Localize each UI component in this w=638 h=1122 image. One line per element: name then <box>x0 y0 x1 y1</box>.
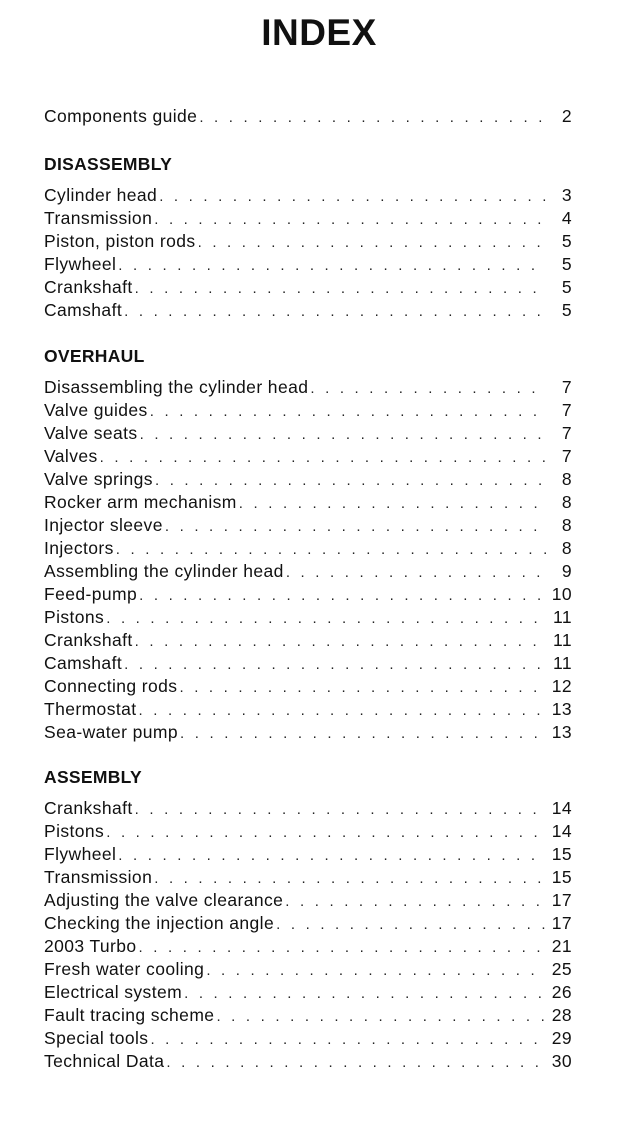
dot-leader <box>100 446 546 469</box>
toc-entry-page: 14 <box>551 798 572 818</box>
toc-entry[interactable] <box>44 1050 572 1073</box>
toc-entry[interactable] <box>44 606 572 629</box>
toc-entry-label: Technical Data <box>44 1051 165 1071</box>
dot-leader <box>150 1028 545 1051</box>
toc-entry-page: 11 <box>553 653 572 673</box>
toc-entry[interactable] <box>44 184 572 207</box>
toc-entry-page: 15 <box>551 867 572 887</box>
toc-entry-label: Transmission <box>44 208 153 228</box>
section-heading: DISASSEMBLY <box>44 154 173 174</box>
toc-entry-page: 8 <box>561 492 572 512</box>
dot-leader <box>139 584 546 607</box>
dot-leader <box>139 699 546 722</box>
dot-leader <box>118 844 545 867</box>
toc-entry[interactable] <box>44 935 572 958</box>
toc-entry[interactable] <box>44 376 572 399</box>
toc-entry-label: Disassembling the cylinder head <box>44 377 309 397</box>
toc-entry-label: Valves <box>44 446 98 466</box>
toc-entry-page: 26 <box>551 982 572 1002</box>
toc-intro <box>44 105 572 128</box>
toc-entry-page: 9 <box>561 561 572 581</box>
dot-leader <box>140 423 546 446</box>
toc-entry[interactable] <box>44 652 572 675</box>
toc-entry-page: 11 <box>553 630 572 650</box>
toc-entry-label: Crankshaft <box>44 798 133 818</box>
toc-entry-page: 4 <box>561 208 572 228</box>
toc-entry-label: Pistons <box>44 821 105 841</box>
toc-entry-label: Crankshaft <box>44 277 133 297</box>
toc-entry-label: Camshaft <box>44 300 123 320</box>
toc-entry-label: Thermostat <box>44 699 137 719</box>
toc-entry[interactable] <box>44 299 572 322</box>
toc-entry-label: Camshaft <box>44 653 123 673</box>
toc-entry[interactable] <box>44 629 572 652</box>
dot-leader <box>310 377 546 400</box>
dot-leader <box>216 1005 545 1028</box>
toc-entry-label: Transmission <box>44 867 153 887</box>
toc-section-assembly <box>44 765 572 1073</box>
dot-leader <box>124 300 546 323</box>
toc-entry-label: Flywheel <box>44 844 117 864</box>
toc-entry[interactable] <box>44 1004 572 1027</box>
toc-entry[interactable] <box>44 889 572 912</box>
toc-entry-page: 14 <box>551 821 572 841</box>
toc-entry-page: 30 <box>551 1051 572 1071</box>
dot-leader <box>155 469 546 492</box>
toc-entry[interactable] <box>44 958 572 981</box>
toc-entry[interactable] <box>44 721 572 744</box>
toc-entry-page: 5 <box>561 277 572 297</box>
toc-entry-page: 8 <box>561 538 572 558</box>
toc-entry[interactable] <box>44 537 572 560</box>
toc-entry-label: Assembling the cylinder head <box>44 561 284 581</box>
toc-entry-page: 7 <box>561 423 572 443</box>
toc-entry[interactable] <box>44 230 572 253</box>
dot-leader <box>199 106 546 129</box>
toc-entry-label: Fault tracing scheme <box>44 1005 215 1025</box>
toc-entry-page: 28 <box>551 1005 572 1025</box>
toc-entry[interactable] <box>44 560 572 583</box>
toc-entry-label: Components guide <box>44 106 198 126</box>
toc-entry[interactable] <box>44 468 572 491</box>
toc-entry-page: 10 <box>551 584 572 604</box>
toc-entry[interactable] <box>44 866 572 889</box>
section-heading: OVERHAUL <box>44 346 145 366</box>
toc-entry-page: 5 <box>561 300 572 320</box>
toc-entry-page: 11 <box>553 607 572 627</box>
toc-entry-label: Adjusting the valve clearance <box>44 890 284 910</box>
toc-entry-label: Injector sleeve <box>44 515 163 535</box>
dot-leader <box>124 653 546 676</box>
dot-leader <box>106 607 546 630</box>
toc-entry[interactable] <box>44 422 572 445</box>
toc-section-disassembly <box>44 152 572 322</box>
toc-entry[interactable] <box>44 253 572 276</box>
toc-entry-label: Piston, piston rods <box>44 231 196 251</box>
dot-leader <box>154 867 546 890</box>
toc-entry[interactable] <box>44 797 572 820</box>
toc-entry-page: 25 <box>551 959 572 979</box>
toc-entry[interactable] <box>44 399 572 422</box>
toc-entry-label: Cylinder head <box>44 185 158 205</box>
toc-entry[interactable] <box>44 981 572 1004</box>
toc-entry-label: Checking the injection angle <box>44 913 275 933</box>
toc-entry[interactable] <box>44 583 572 606</box>
dot-leader <box>286 561 546 584</box>
toc-entry-label: 2003 Turbo <box>44 936 137 956</box>
dot-leader <box>239 492 546 515</box>
toc-entry[interactable] <box>44 276 572 299</box>
toc-entry-page: 13 <box>551 722 572 742</box>
toc-entry-label: Valve guides <box>44 400 148 420</box>
dot-leader <box>179 676 545 699</box>
toc-entry-label: Special tools <box>44 1028 149 1048</box>
toc-entry[interactable] <box>44 105 572 128</box>
page-title: INDEX <box>261 12 377 53</box>
dot-leader <box>276 913 546 936</box>
toc-entry-page: 17 <box>551 890 572 910</box>
toc-entry-page: 3 <box>561 185 572 205</box>
toc-entry-page: 5 <box>561 231 572 251</box>
toc-entry[interactable] <box>44 207 572 230</box>
toc-entry-label: Fresh water cooling <box>44 959 205 979</box>
dot-leader <box>184 982 546 1005</box>
toc-entry-page: 7 <box>561 377 572 397</box>
toc-entry-page: 7 <box>561 400 572 420</box>
dot-leader <box>135 798 546 821</box>
toc-entry-label: Valve springs <box>44 469 153 489</box>
dot-leader <box>106 821 546 844</box>
toc-entry-page: 17 <box>551 913 572 933</box>
toc-entry-label: Connecting rods <box>44 676 178 696</box>
toc-entry-label: Flywheel <box>44 254 117 274</box>
dot-leader <box>165 515 546 538</box>
toc-entry-page: 15 <box>551 844 572 864</box>
dot-leader <box>159 185 546 208</box>
toc-entry-page: 21 <box>551 936 572 956</box>
toc-entry[interactable] <box>44 491 572 514</box>
dot-leader <box>180 722 546 745</box>
toc-entry-label: Sea-water pump <box>44 722 178 742</box>
toc-entry-label: Rocker arm mechanism <box>44 492 237 512</box>
toc-entry[interactable] <box>44 698 572 721</box>
toc-entry[interactable] <box>44 912 572 935</box>
toc-entry-page: 7 <box>561 446 572 466</box>
section-heading: ASSEMBLY <box>44 767 143 787</box>
dot-leader <box>285 890 545 913</box>
toc-section-overhaul <box>44 344 572 744</box>
dot-leader <box>206 959 545 982</box>
toc-entry-label: Injectors <box>44 538 114 558</box>
dot-leader <box>139 936 546 959</box>
toc-entry-label: Crankshaft <box>44 630 133 650</box>
toc-entry[interactable] <box>44 843 572 866</box>
toc-entry-page: 8 <box>561 469 572 489</box>
dot-leader <box>154 208 546 231</box>
toc-entry[interactable] <box>44 514 572 537</box>
toc-entry[interactable] <box>44 445 572 468</box>
toc-entry[interactable] <box>44 1027 572 1050</box>
toc-entry[interactable] <box>44 675 572 698</box>
toc-entry-page: 12 <box>551 676 572 696</box>
toc-entry-page: 8 <box>561 515 572 535</box>
toc-entry-label: Electrical system <box>44 982 183 1002</box>
toc-entry-label: Valve seats <box>44 423 138 443</box>
toc-entry[interactable] <box>44 820 572 843</box>
toc-entry-label: Pistons <box>44 607 105 627</box>
toc-entry-label: Feed-pump <box>44 584 138 604</box>
dot-leader <box>118 254 546 277</box>
dot-leader <box>135 630 546 653</box>
toc-entry-page: 5 <box>561 254 572 274</box>
dot-leader <box>198 231 546 254</box>
dot-leader <box>150 400 546 423</box>
toc-entry-page: 13 <box>551 699 572 719</box>
toc-entry-page: 29 <box>551 1028 572 1048</box>
dot-leader <box>135 277 546 300</box>
dot-leader <box>116 538 546 561</box>
dot-leader <box>166 1051 545 1074</box>
toc-entry-page: 2 <box>561 106 572 126</box>
